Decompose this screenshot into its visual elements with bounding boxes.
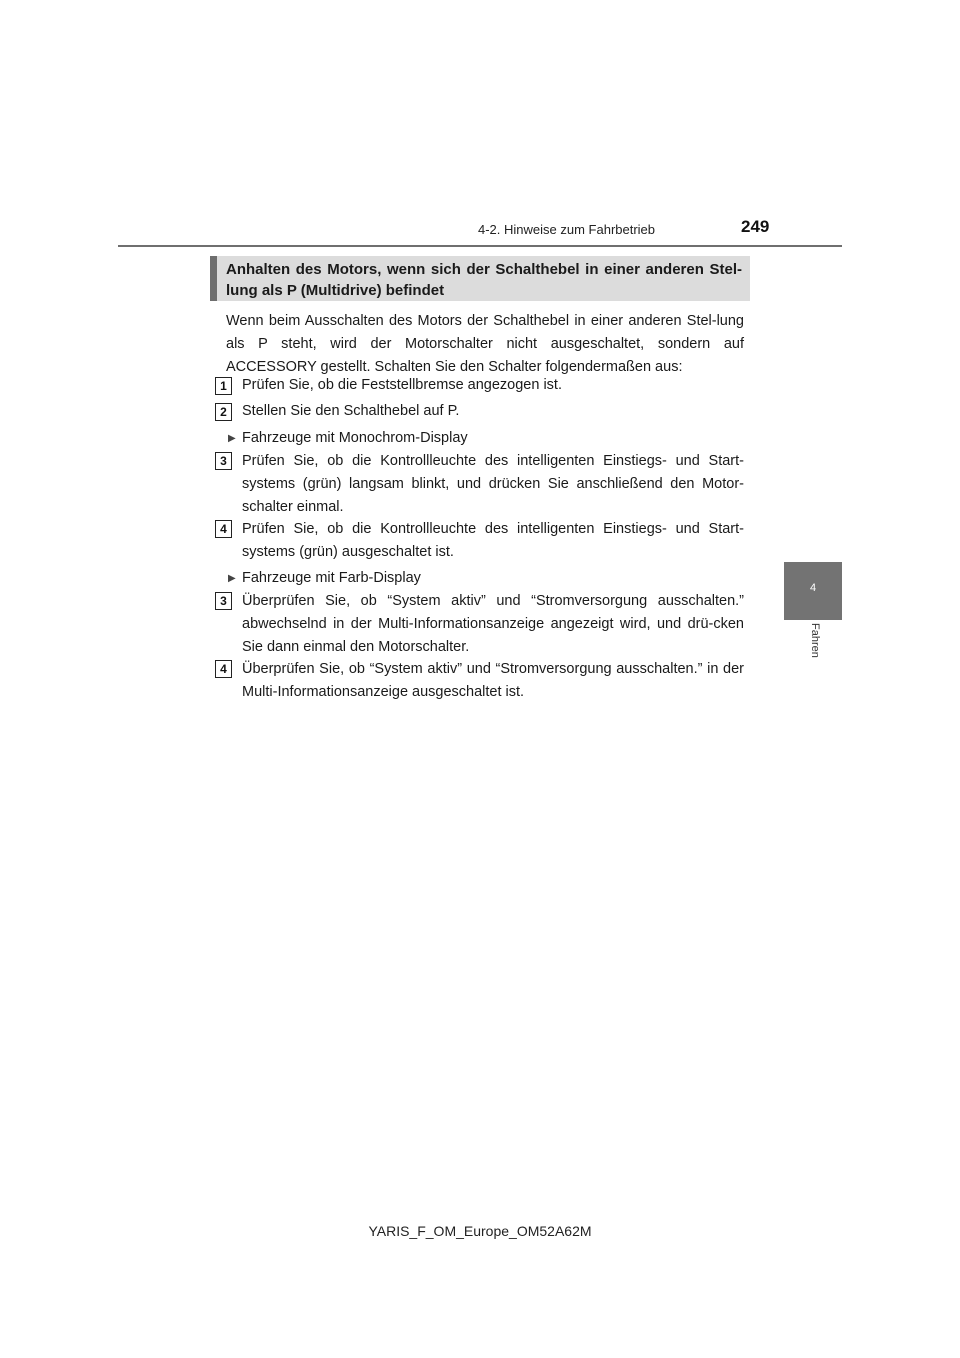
step-1-text: Prüfen Sie, ob die Feststellbremse angezogen ist. (242, 377, 562, 393)
step-badge-1: 1 (215, 377, 232, 395)
section-heading-box (210, 256, 750, 301)
intro-paragraph: Wenn beim Ausschalten des Motors der Schalthebel in einer anderen Stel-lung als P steht, wird der Motorschalter nicht ausgeschaltet, sondern auf ACCESSORY gestellt. Schalten Sie den Schalter folgendermaßen aus: (226, 313, 744, 375)
header-divider (118, 245, 842, 247)
triangle-bullet-icon: ▶ (228, 573, 236, 584)
step-badge-3b: 3 (215, 592, 232, 610)
step-3b-text: Überprüfen Sie, ob “System aktiv” und “Stromversorgung ausschalten.” abwechselnd in der Multi-Informationsanzeige angezeigt wird, und drü-cken Sie dann einmal den Motorschalter. (242, 593, 744, 655)
step-3a-text: Prüfen Sie, ob die Kontrollleuchte des intelligenten Einstiegs- und Start-systems (grün) langsam blinkt, und drücken Sie anschließend den Motor-schalter einmal. (242, 453, 744, 515)
step-badge-2: 2 (215, 403, 232, 421)
chapter-tab-number: 4 (809, 582, 817, 594)
step-badge-4b: 4 (215, 660, 232, 678)
variant-monochrome-label: Fahrzeuge mit Monochrom-Display (242, 430, 468, 446)
triangle-bullet-icon: ▶ (228, 433, 236, 444)
chapter-tab-label: Fahren (809, 623, 821, 658)
header-section-title: 4-2. Hinweise zum Fahrbetrieb (478, 222, 656, 237)
variant-monochrome (228, 427, 468, 450)
variant-color-label: Fahrzeuge mit Farb-Display (242, 570, 421, 586)
footer-document-id: YARIS_F_OM_Europe_OM52A62M (368, 1223, 592, 1239)
page-number: 249 (741, 217, 770, 236)
chapter-tab (784, 562, 842, 620)
step-badge-3a: 3 (215, 452, 232, 470)
section-heading: Anhalten des Motors, wenn sich der Schalthebel in einer anderen Stel-lung als P (Multidrive) befindet (226, 261, 742, 299)
step-4b-text: Überprüfen Sie, ob “System aktiv” und “Stromversorgung ausschalten.” in der Multi-Informationsanzeige ausgeschaltet ist. (242, 661, 744, 700)
variant-color (228, 567, 421, 590)
step-2-text: Stellen Sie den Schalthebel auf P. (242, 403, 460, 419)
step-4a-text: Prüfen Sie, ob die Kontrollleuchte des intelligenten Einstiegs- und Start-systems (grün) ausgeschaltet ist. (242, 521, 744, 560)
step-badge-4a: 4 (215, 520, 232, 538)
